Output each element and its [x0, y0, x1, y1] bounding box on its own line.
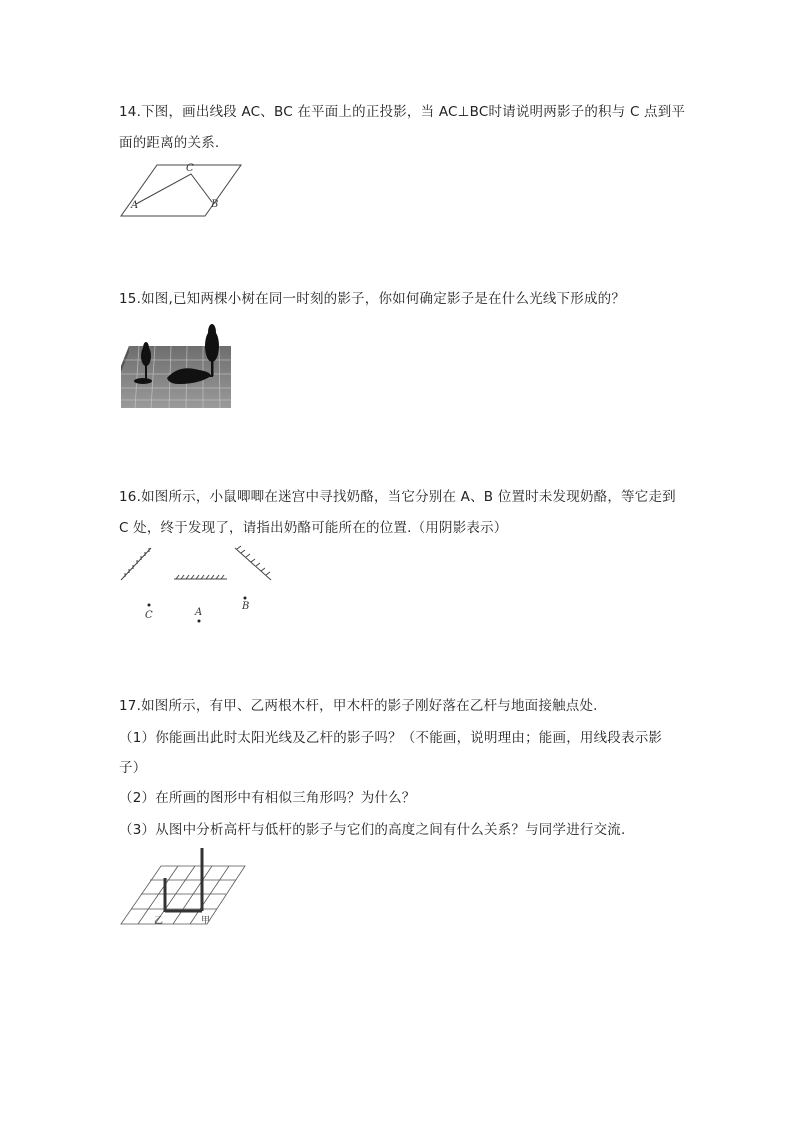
q17-poles-figure	[119, 846, 249, 928]
point-c-label: C	[186, 163, 194, 174]
ground-grid	[121, 866, 245, 924]
point-c-label: C	[145, 610, 153, 621]
q17-sub1-line1: （1）你能画出此时太阳光线及乙杆的影子吗？（不能画，说明理由；能画，用线段表示影	[119, 730, 663, 746]
point-b-label: B	[211, 199, 219, 210]
q14-text-line2: 面的距离的关系.	[119, 135, 220, 151]
point-b-label: B	[242, 601, 250, 612]
point-a-label: A	[195, 607, 203, 618]
q17-sub2: （2）在所画的图形中有相似三角形吗？为什么？	[119, 790, 416, 806]
point-a	[198, 620, 201, 623]
small-tree-shadow	[134, 378, 152, 384]
q16-text-line2: C 处，终于发现了，请指出奶酪可能所在的位置.（用阴影表示）	[119, 520, 508, 536]
left-wall	[121, 548, 151, 580]
q17-sub3: （3）从图中分析高杆与低杆的影子与它们的高度之间有什么关系？与同学进行交流.	[119, 822, 626, 838]
plane-parallelogram	[121, 165, 241, 216]
label-yi: 乙	[154, 916, 164, 926]
q16-maze-figure	[119, 542, 279, 627]
point-a-label: A	[131, 200, 139, 211]
point-c	[148, 604, 151, 607]
right-wall	[235, 546, 271, 580]
point-b	[244, 597, 247, 600]
middle-wall	[174, 575, 227, 579]
q15-trees-figure	[119, 322, 231, 412]
q17-sub1-line2: 子）	[119, 760, 147, 776]
q17-text-line1: 17.如图所示，有甲、乙两根木杆，甲木杆的影子刚好落在乙杆与地面接触点处.	[119, 698, 598, 714]
q15-text-line1: 15.如图,已知两棵小树在同一时刻的影子，你如何确定影子是在什么光线下形成的？	[119, 291, 626, 307]
q14-text-line1: 14.下图，画出线段 AC、BC 在平面上的正投影，当 AC⊥BC时请说明两影子的积与 C 点到平	[119, 104, 686, 120]
q14-plane-figure	[119, 160, 244, 220]
label-jia: 甲	[201, 916, 211, 926]
q16-text-line1: 16.如图所示，小鼠唧唧在迷宫中寻找奶酪，当它分别在 A、B 位置时未发现奶酪，等它走到	[119, 489, 676, 505]
